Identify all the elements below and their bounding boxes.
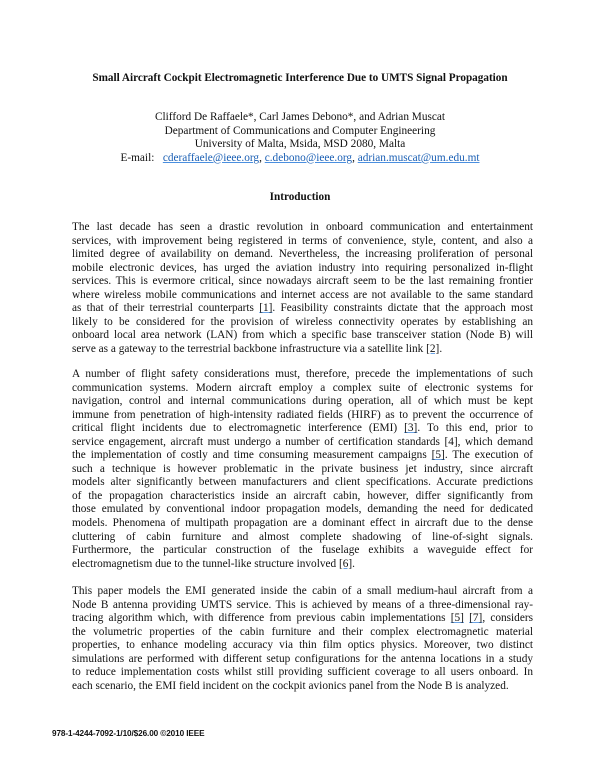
- author-block: [0, 111, 600, 165]
- text-line: [72, 449, 533, 463]
- email-link[interactable]: c.debono@ieee.org: [264, 151, 353, 164]
- paper-title: Small Aircraft Cockpit Electromagnetic Interference Due to UMTS Signal Propagation: [92, 72, 508, 84]
- text-line: [72, 275, 533, 289]
- text-line: [72, 626, 533, 640]
- text-segment: each scenario, the EMI field incident on the cockpit avionics panel from the Node B is analyzed.: [72, 679, 509, 692]
- text-segment: the implementation of costly and time consuming measurement campaigns: [72, 449, 432, 462]
- text-line: [72, 382, 533, 396]
- email-separator: ,: [259, 151, 265, 164]
- citation-link[interactable]: [5]: [431, 449, 445, 462]
- paragraph: [72, 221, 533, 356]
- text-segment: as that of their terrestrial counterparts: [72, 302, 260, 315]
- text-line: [72, 476, 533, 490]
- author-names: Clifford De Raffaele*, Carl James Debono*, and Adrian Muscat: [154, 111, 446, 123]
- text-segment: mobile electronic devices, has urged the aviation industry into requiring personalized in-flight: [72, 261, 533, 274]
- copyright-footer: 978-1-4244-7092-1/10/$26.00 ©2010 IEEE: [52, 729, 205, 738]
- text-segment: immune from penetration of high-intensity radiated fields (HIRF) as to prevent the occurrence of: [72, 408, 533, 421]
- text-segment: services. This is evermore critical, since nowadays aircraft seem to be the last remaining frontier: [72, 275, 533, 288]
- text-line: [72, 302, 533, 316]
- text-segment: models. Phenomena of multipath propagation are a dominant effect in aircraft due to the dense: [72, 517, 533, 530]
- text-segment: services, with improvement being registered in terms of convenience, style, content, and also a: [72, 234, 533, 247]
- text-line: [72, 612, 533, 626]
- text-segment: This paper models the EMI generated inside the cabin of a small medium-haul aircraft from a: [72, 585, 533, 597]
- text-line: [72, 503, 533, 517]
- text-segment: likely to be considered for the provision of wireless connectivity operates by establishing an: [72, 315, 533, 328]
- citation-link[interactable]: [5]: [450, 612, 464, 625]
- section-heading: Introduction: [269, 191, 331, 203]
- citation-link[interactable]: [1]: [259, 302, 273, 315]
- text-line: [72, 517, 533, 531]
- text-segment: electromagnetism due to the tunnel-like structure involved: [72, 557, 339, 570]
- text-line: [72, 221, 533, 235]
- email-line: [0, 152, 600, 166]
- citation-link[interactable]: [6]: [338, 557, 353, 570]
- citation-link[interactable]: [7]: [469, 612, 483, 625]
- text-line: [72, 531, 533, 545]
- text-line: [72, 558, 533, 572]
- text-segment: .: [439, 342, 443, 355]
- text-line: [72, 262, 533, 276]
- text-line: [72, 395, 533, 409]
- text-segment: where wireless mobile communications and internet access are not available to the same standard: [72, 288, 533, 301]
- text-segment: such a technique is however problematic in the private business jet industry, since aircraft: [72, 462, 533, 475]
- text-segment: . The execution of: [444, 449, 533, 462]
- text-segment: , considers: [482, 612, 533, 625]
- text-segment: A number of flight safety considerations must, therefore, precede the implementations of such: [72, 368, 533, 380]
- text-line: [72, 368, 533, 382]
- text-segment: communication systems. Modern aircraft employ a complex suite of electronic systems for: [72, 381, 533, 394]
- text-segment: .: [352, 557, 355, 570]
- text-line: [72, 409, 533, 423]
- text-line: [72, 422, 533, 436]
- text-line: [72, 248, 533, 262]
- text-segment: service engagement, aircraft must undergo a number of certification standards [4], which demand: [72, 435, 533, 448]
- citation-link[interactable]: [2]: [426, 342, 440, 355]
- text-segment: the volumetric properties of the cabin furniture and their complex electromagnetic material: [72, 625, 533, 638]
- text-line: [72, 343, 533, 357]
- text-line: [72, 316, 533, 330]
- email-link[interactable]: cderaffaele@ieee.org: [162, 151, 260, 164]
- text-segment: tracing algorithm which, with difference from previous cabin implementations: [72, 612, 451, 625]
- text-line: [72, 585, 533, 599]
- text-line: [72, 680, 533, 694]
- text-segment: serve as a gateway to the terrestrial backbone infrastructure via a satellite link: [72, 342, 427, 355]
- text-segment: to reduce implementation costs whilst still providing sufficient coverage to all users onboard. In: [72, 666, 533, 679]
- text-segment: navigation, control and internal communications during operation, all of which must be kept: [72, 395, 533, 408]
- text-segment: those emulated by conventional indoor propagation models, demanding the need for dedicated: [72, 503, 533, 516]
- text-line: [72, 639, 533, 653]
- text-line: [72, 490, 533, 504]
- text-segment: limited degree of availability on demand. Nevertheless, the increasing proliferation of personal: [72, 248, 533, 261]
- text-line: [72, 329, 533, 343]
- text-segment: of the propagation characteristics inside an aircraft cabin, however, differ significantly from: [72, 489, 533, 502]
- text-line: [72, 599, 533, 613]
- email-link[interactable]: adrian.muscat@um.edu.mt: [357, 151, 480, 164]
- paragraph: [72, 585, 533, 693]
- text-line: [72, 666, 533, 680]
- text-line: [72, 289, 533, 303]
- department: Department of Communications and Computer Engineering: [164, 124, 436, 137]
- text-segment: simulations are performed with different setup configurations for the antenna locations in a study: [72, 652, 533, 665]
- text-segment: properties, to enhance modeling accuracy via thin film optics physics. Moreover, two distinct: [72, 639, 533, 652]
- text-segment: models alter significantly between manufacturers and client specifications. Accurate predictions: [72, 476, 533, 489]
- citation-link[interactable]: [3]: [404, 422, 418, 435]
- text-segment: . To this end, prior to: [417, 422, 533, 435]
- text-segment: Furthermore, the particular construction of the fuselage exhibits a waveguide effect for: [72, 544, 533, 557]
- text-segment: . Feasibility constraints dictate that the approach most: [272, 302, 533, 315]
- text-line: [72, 653, 533, 667]
- text-segment: Node B antenna providing UMTS service. This is achieved by means of a three-dimensional ray-: [72, 598, 533, 611]
- text-line: [72, 436, 533, 450]
- text-line: [72, 463, 533, 477]
- email-separator: ,: [352, 151, 358, 164]
- text-segment: onboard local area network (LAN) from which a specific base transceiver station (Node B) will: [72, 329, 533, 342]
- email-label: E-mail:: [120, 151, 155, 164]
- text-segment: The last decade has seen a drastic revolution in onboard communication and entertainment: [72, 221, 533, 233]
- paragraph: [72, 368, 533, 571]
- text-line: [72, 235, 533, 249]
- text-line: [72, 544, 533, 558]
- university: University of Malta, Msida, MSD 2080, Malta: [194, 138, 406, 150]
- text-segment: critical flight incidents due to electromagnetic interference (EMI): [72, 422, 405, 435]
- text-segment: cluttering of cabin furniture and almost complete shadowing of line-of-sight signals.: [72, 530, 533, 543]
